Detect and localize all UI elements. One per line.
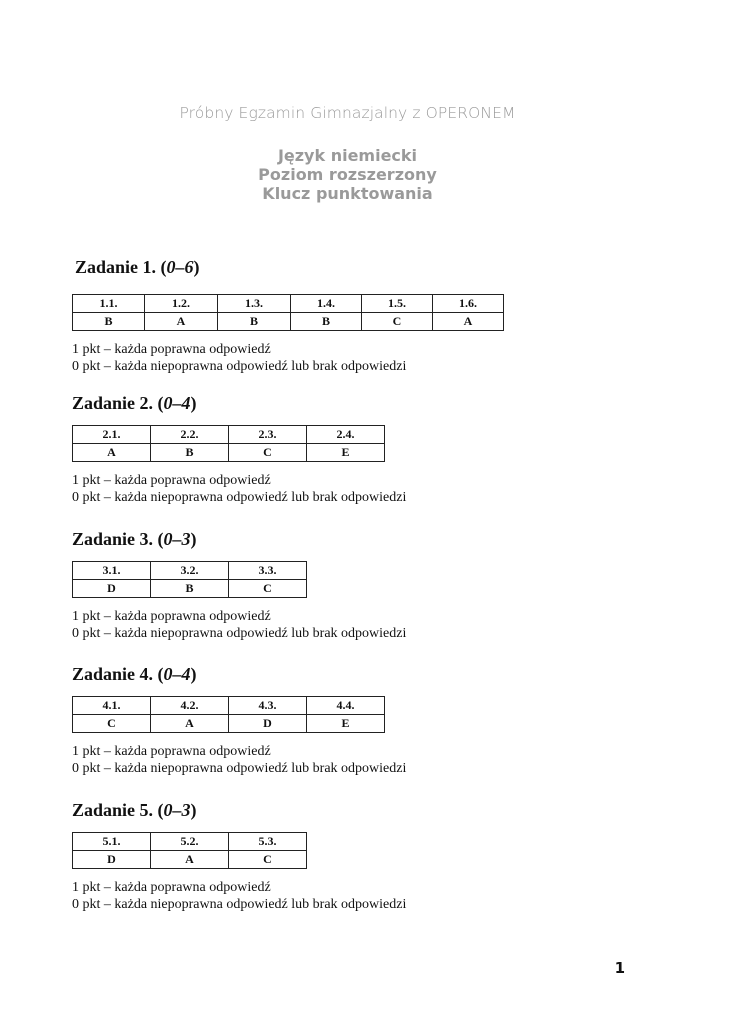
- scoring-note-correct: 1 pkt – każda poprawna odpowiedź: [72, 342, 271, 357]
- answer-cell: B: [151, 444, 229, 462]
- table-row-answers: [73, 313, 504, 331]
- answer-cell: B: [73, 313, 145, 331]
- answer-cell: B: [218, 313, 291, 331]
- scoring-note-incorrect: 0 pkt – każda niepoprawna odpowiedź lub brak odpowiedzi: [72, 897, 407, 912]
- scoring-notes: [72, 608, 406, 642]
- answer-cell: C: [362, 313, 433, 331]
- answer-cell: A: [145, 313, 218, 331]
- scoring-notes: [72, 472, 406, 506]
- table-row-answers: [73, 444, 385, 462]
- question-cell: 3.2.: [151, 562, 229, 580]
- answer-key-table: [72, 696, 385, 733]
- task-title: Zadanie 2. (0–4): [72, 393, 197, 413]
- task-5: [72, 799, 406, 913]
- table-row-questions: [73, 697, 385, 715]
- scoring-notes: [72, 743, 406, 777]
- question-cell: 5.2.: [151, 833, 229, 851]
- answer-cell: B: [151, 580, 229, 598]
- table-row-questions: [73, 295, 504, 313]
- answer-cell: D: [73, 851, 151, 869]
- task-title: Zadanie 4. (0–4): [72, 664, 197, 684]
- scoring-note-incorrect: 0 pkt – każda niepoprawna odpowiedź lub brak odpowiedzi: [72, 359, 407, 374]
- task-2: [72, 392, 406, 506]
- question-cell: 3.3.: [229, 562, 307, 580]
- question-cell: 4.1.: [73, 697, 151, 715]
- task-title: Zadanie 3. (0–3): [72, 529, 197, 549]
- answer-cell: C: [73, 715, 151, 733]
- header-subject: Język niemiecki: [277, 146, 418, 165]
- answer-cell: E: [307, 444, 385, 462]
- question-cell: 2.4.: [307, 426, 385, 444]
- table-row-questions: [73, 562, 307, 580]
- table-row-questions: [73, 426, 385, 444]
- question-cell: 2.1.: [73, 426, 151, 444]
- table-row-questions: [73, 833, 307, 851]
- scoring-notes: [72, 341, 504, 375]
- question-cell: 4.2.: [151, 697, 229, 715]
- table-row-answers: [73, 851, 307, 869]
- scoring-note-incorrect: 0 pkt – każda niepoprawna odpowiedź lub brak odpowiedzi: [72, 490, 407, 505]
- question-cell: 3.1.: [73, 562, 151, 580]
- task-3: [72, 528, 406, 642]
- scoring-note-correct: 1 pkt – każda poprawna odpowiedź: [72, 744, 271, 759]
- table-row-answers: [73, 580, 307, 598]
- answer-cell: E: [307, 715, 385, 733]
- answer-cell: A: [73, 444, 151, 462]
- answer-cell: D: [73, 580, 151, 598]
- scoring-notes: [72, 879, 406, 913]
- answer-cell: C: [229, 580, 307, 598]
- header-exam-title: Próbny Egzamin Gimnazjalny z OPERONEM: [179, 104, 516, 122]
- question-cell: 4.4.: [307, 697, 385, 715]
- question-cell: 1.4.: [291, 295, 362, 313]
- answer-cell: B: [291, 313, 362, 331]
- scoring-note-correct: 1 pkt – każda poprawna odpowiedź: [72, 473, 271, 488]
- answer-cell: C: [229, 444, 307, 462]
- question-cell: 1.2.: [145, 295, 218, 313]
- answer-key-table: [72, 425, 385, 462]
- scoring-note-correct: 1 pkt – każda poprawna odpowiedź: [72, 880, 271, 895]
- answer-key-table: [72, 561, 307, 598]
- question-cell: 1.5.: [362, 295, 433, 313]
- header-document-type: Klucz punktowania: [262, 184, 433, 203]
- question-cell: 5.1.: [73, 833, 151, 851]
- question-cell: 5.3.: [229, 833, 307, 851]
- question-cell: 4.3.: [229, 697, 307, 715]
- question-cell: 2.3.: [229, 426, 307, 444]
- task-4: [72, 663, 406, 777]
- question-cell: 2.2.: [151, 426, 229, 444]
- answer-key-table: [72, 294, 504, 331]
- scoring-note-incorrect: 0 pkt – każda niepoprawna odpowiedź lub brak odpowiedzi: [72, 761, 407, 776]
- header-level: Poziom rozszerzony: [258, 165, 437, 184]
- question-cell: 1.3.: [218, 295, 291, 313]
- page-number: 1: [614, 959, 625, 977]
- scoring-note-incorrect: 0 pkt – każda niepoprawna odpowiedź lub brak odpowiedzi: [72, 626, 407, 641]
- question-cell: 1.1.: [73, 295, 145, 313]
- scoring-note-correct: 1 pkt – każda poprawna odpowiedź: [72, 609, 271, 624]
- answer-cell: C: [229, 851, 307, 869]
- answer-key-table: [72, 832, 307, 869]
- question-cell: 1.6.: [433, 295, 504, 313]
- task-title: Zadanie 5. (0–3): [72, 800, 197, 820]
- task-1-body: [72, 283, 504, 375]
- answer-cell: D: [229, 715, 307, 733]
- table-row-answers: [73, 715, 385, 733]
- task-1: [75, 256, 200, 278]
- answer-cell: A: [433, 313, 504, 331]
- answer-cell: A: [151, 851, 229, 869]
- task-title: Zadanie 1. (0–6): [75, 257, 200, 277]
- answer-cell: A: [151, 715, 229, 733]
